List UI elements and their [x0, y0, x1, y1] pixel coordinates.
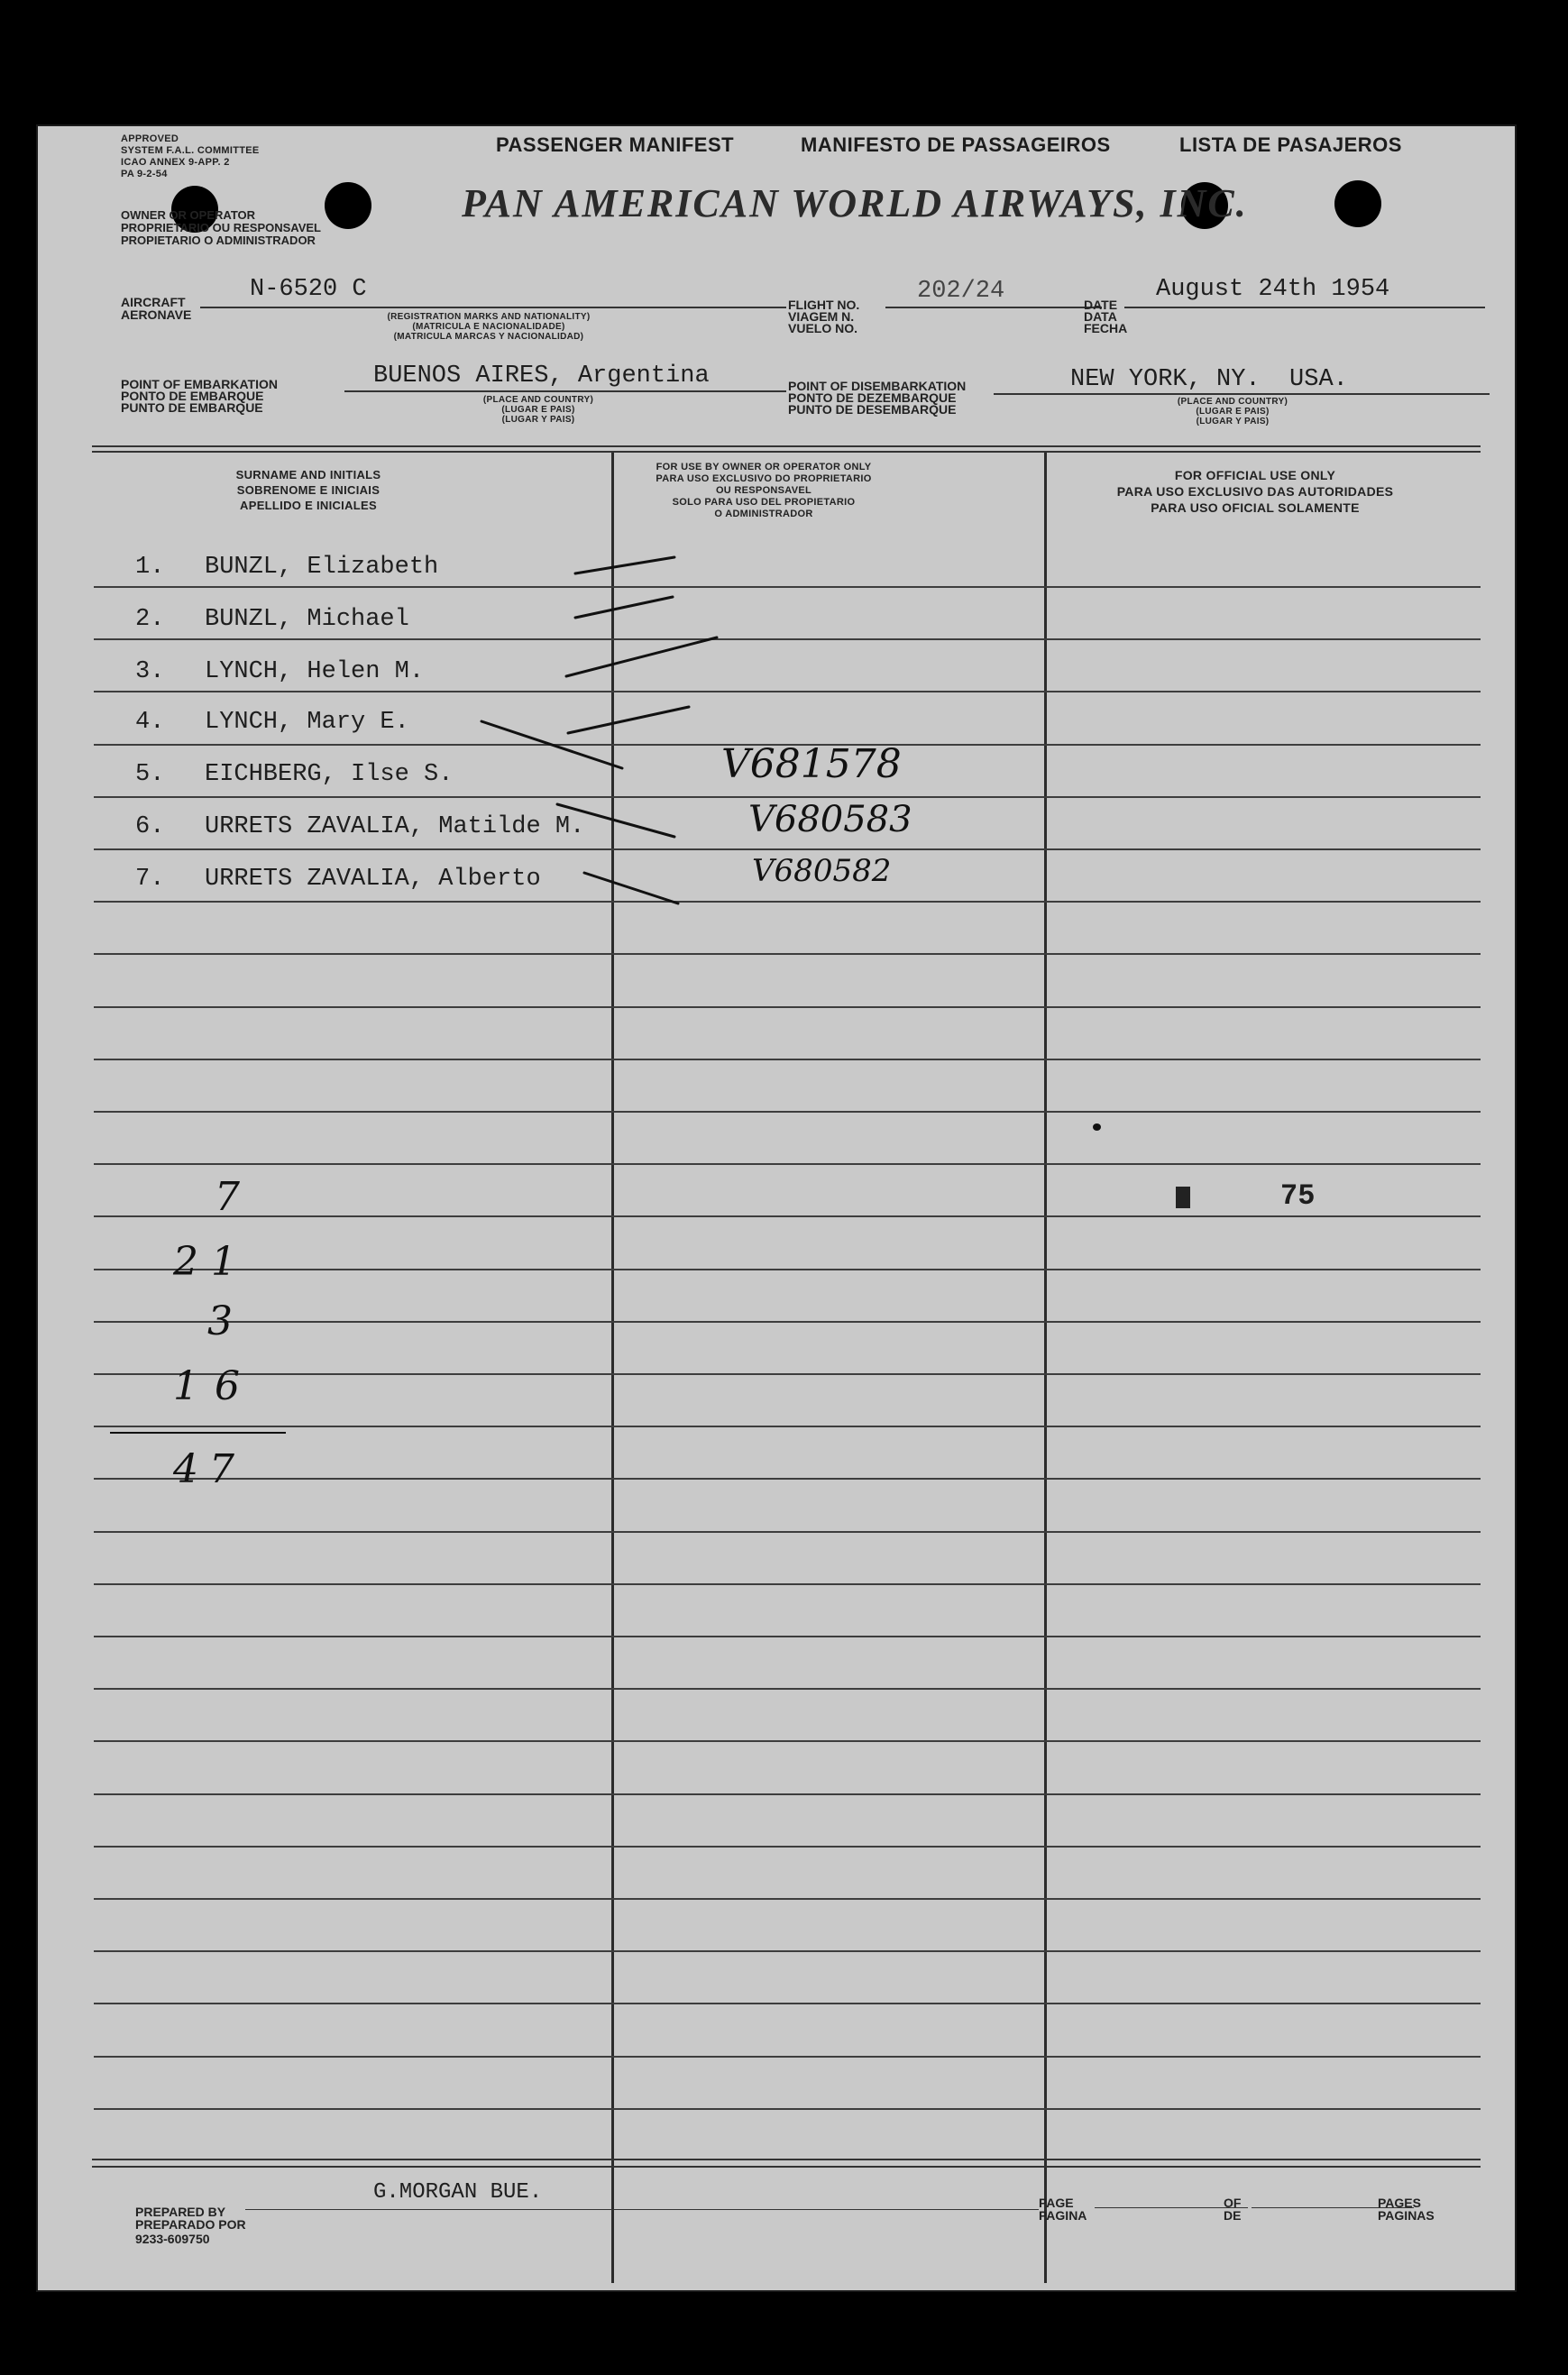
aircraft-label-pt: AERONAVE: [121, 307, 192, 322]
table-row-line: [94, 1321, 1481, 1323]
table-row-line: [94, 1740, 1481, 1742]
table-bottom-rule: [92, 2166, 1481, 2168]
date-label-en: DATE: [1084, 298, 1118, 312]
tally-sum-rule: [110, 1432, 286, 1434]
table-row-line: [94, 1478, 1481, 1480]
passenger-number: 7.: [135, 866, 165, 893]
flight-value: 202/24: [917, 278, 1005, 305]
aircraft-value: N-6520 C: [250, 276, 367, 303]
owner-label: PROPRIETARIO OU RESPONSAVEL: [121, 221, 321, 234]
of-label-en: OF: [1224, 2196, 1242, 2210]
approval-line: SYSTEM F.A.L. COMMITTEE: [121, 145, 260, 156]
table-row-line: [94, 1950, 1481, 1952]
approval-line: APPROVED: [121, 133, 179, 144]
table-row-line: [94, 1215, 1481, 1217]
pages-label: [1378, 2196, 1435, 2222]
passenger-number: 1.: [135, 554, 165, 581]
check-stroke: [568, 707, 689, 733]
embark-sublabel: (LUGAR Y PAIS): [501, 415, 575, 425]
passenger-name: URRETS ZAVALIA, Alberto: [205, 866, 541, 893]
prepared-label-pt: PREPARADO POR: [135, 2217, 246, 2232]
approval-line: ICAO ANNEX 9-APP. 2: [121, 157, 230, 168]
disembark-label-en: POINT OF DISEMBARKATION: [788, 379, 967, 393]
col-header-line: PARA USO OFICIAL SOLAMENTE: [1151, 500, 1360, 515]
embark-sublabel: (LUGAR E PAIS): [501, 405, 575, 415]
passenger-name: LYNCH, Mary E.: [205, 709, 409, 736]
passenger-number: 5.: [135, 761, 165, 788]
official-stamp-mark: [1176, 1187, 1190, 1208]
aircraft-sublabel: (REGISTRATION MARKS AND NATIONALITY): [387, 312, 591, 322]
owner-label: OWNER OR OPERATOR: [121, 208, 256, 222]
disembark-value: NEW YORK, NY. USA.: [1070, 366, 1348, 393]
passenger-number: 2.: [135, 606, 165, 633]
tally-value: 21: [173, 1239, 249, 1285]
table-row-line: [94, 1636, 1481, 1637]
title-passenger-manifest: PASSENGER MANIFEST: [496, 133, 735, 156]
check-stroke: [584, 873, 678, 903]
form-number: 9233-609750: [135, 2232, 210, 2246]
table-row-line: [94, 2056, 1481, 2058]
disembark-label-pt: PONTO DE DEZEMBARQUE: [788, 390, 957, 405]
embark-value: BUENOS AIRES, Argentina: [373, 362, 710, 390]
title-manifesto-de-passageiros: MANIFESTO DE PASSAGEIROS: [801, 133, 1111, 156]
visa-note: V680582: [752, 853, 892, 889]
passenger-number: 6.: [135, 813, 165, 840]
ink-dot: [1093, 1123, 1101, 1131]
visa-note: V681578: [721, 741, 902, 787]
passenger-number: 3.: [135, 658, 165, 685]
pages-label-es: PAGINAS: [1378, 2208, 1435, 2223]
passenger-name: LYNCH, Helen M.: [205, 658, 425, 685]
disembark-label-es: PUNTO DE DESEMBARQUE: [788, 402, 957, 417]
prepared-label-en: PREPARED BY: [135, 2205, 226, 2219]
col-header-line: FOR OFFICIAL USE ONLY: [1174, 468, 1336, 482]
check-stroke: [575, 597, 673, 618]
check-stroke: [566, 637, 717, 676]
pages-label-en: PAGES: [1378, 2196, 1421, 2210]
tally-value: 16: [173, 1363, 256, 1409]
flight-label-en: FLIGHT NO.: [788, 298, 860, 312]
embark-sublabel: (PLACE AND COUNTRY): [482, 395, 594, 405]
of-label: [1224, 2196, 1241, 2222]
embark-label-es: PUNTO DE EMBARQUE: [121, 400, 263, 415]
manifest-sheet: [36, 124, 1517, 2292]
table-row-line: [94, 1583, 1481, 1585]
page-label-es: PAGINA: [1039, 2208, 1087, 2223]
flight-label-pt: VIAGEM N.: [788, 309, 855, 324]
owner-label: PROPIETARIO O ADMINISTRADOR: [121, 234, 316, 247]
check-stroke: [481, 721, 622, 768]
disembark-sublabel: (LUGAR Y PAIS): [1196, 417, 1270, 426]
table-row-line: [94, 1688, 1481, 1690]
col-header-line: FOR USE BY OWNER OR OPERATOR ONLY: [656, 462, 872, 472]
prepared-label: [135, 2205, 246, 2245]
table-row-line: [94, 1059, 1481, 1060]
tally-value: 7: [215, 1174, 240, 1220]
aircraft-label-en: AIRCRAFT: [121, 295, 186, 309]
table-row-line: [94, 1846, 1481, 1848]
col-header-line: OU RESPONSAVEL: [715, 485, 812, 496]
date-label-pt: DATA: [1084, 309, 1117, 324]
table-row-line: [94, 1269, 1481, 1270]
check-stroke: [557, 804, 674, 837]
passenger-name: EICHBERG, Ilse S.: [205, 761, 454, 788]
prepared-rule: [245, 2209, 1039, 2210]
table-bottom-rule: [92, 2159, 1481, 2160]
table-row-line: [94, 1898, 1481, 1900]
visa-note: V680583: [748, 799, 912, 840]
col-header-line: SOLO PARA USO DEL PROPIETARIO: [672, 497, 856, 508]
flight-label-es: VUELO NO.: [788, 321, 858, 335]
of-label-es: DE: [1224, 2208, 1242, 2223]
col-header-line: APELLIDO E INICIALES: [240, 499, 377, 512]
table-row-line: [94, 2108, 1481, 2110]
check-stroke: [575, 557, 674, 573]
table-row-line: [94, 1426, 1481, 1427]
table-row-line: [94, 1373, 1481, 1375]
prepared-by-value: G.MORGAN BUE.: [373, 2180, 543, 2205]
table-row-line: [94, 1793, 1481, 1795]
check-marks: [38, 126, 1518, 1028]
table-row-line: [94, 1531, 1481, 1533]
official-note: 75: [1280, 1179, 1316, 1213]
title-lista-de-pasajeros: LISTA DE PASAJEROS: [1179, 133, 1402, 156]
col-header-line: O ADMINISTRADOR: [714, 509, 813, 519]
passenger-name: BUNZL, Michael: [205, 606, 409, 633]
passenger-number: 4.: [135, 709, 165, 736]
col-header-line: PARA USO EXCLUSIVO DO PROPRIETARIO: [656, 473, 872, 484]
col-header-line: SURNAME AND INITIALS: [235, 468, 381, 481]
page-label: [1039, 2196, 1087, 2222]
date-value: August 24th 1954: [1156, 276, 1390, 303]
col-header-line: PARA USO EXCLUSIVO DAS AUTORIDADES: [1116, 484, 1394, 499]
date-label-es: FECHA: [1084, 321, 1128, 335]
disembark-sublabel: (LUGAR E PAIS): [1196, 407, 1270, 417]
aircraft-sublabel: (MATRICULA E NACIONALIDADE): [412, 322, 565, 332]
table-row-line: [94, 1163, 1481, 1165]
passenger-name: URRETS ZAVALIA, Matilde M.: [205, 813, 585, 840]
aircraft-sublabel: (MATRICULA MARCAS Y NACIONALIDAD): [393, 332, 584, 342]
table-row-line: [94, 1111, 1481, 1113]
disembark-sublabel: (PLACE AND COUNTRY): [1177, 397, 1288, 407]
embark-label-en: POINT OF EMBARKATION: [121, 377, 278, 391]
col-header-line: SOBRENOME E INICIAIS: [236, 483, 381, 497]
embark-label-pt: PONTO DE EMBARQUE: [121, 389, 264, 403]
approval-line: PA 9-2-54: [121, 169, 168, 179]
table-row-line: [94, 2003, 1481, 2004]
tally-total: 47: [173, 1446, 245, 1492]
airline-logo-text: PAN AMERICAN WORLD AIRWAYS, INC.: [462, 181, 1248, 225]
tally-value: 3: [207, 1298, 233, 1344]
passenger-name: BUNZL, Elizabeth: [205, 554, 439, 581]
page-label-en: PAGE: [1039, 2196, 1074, 2210]
